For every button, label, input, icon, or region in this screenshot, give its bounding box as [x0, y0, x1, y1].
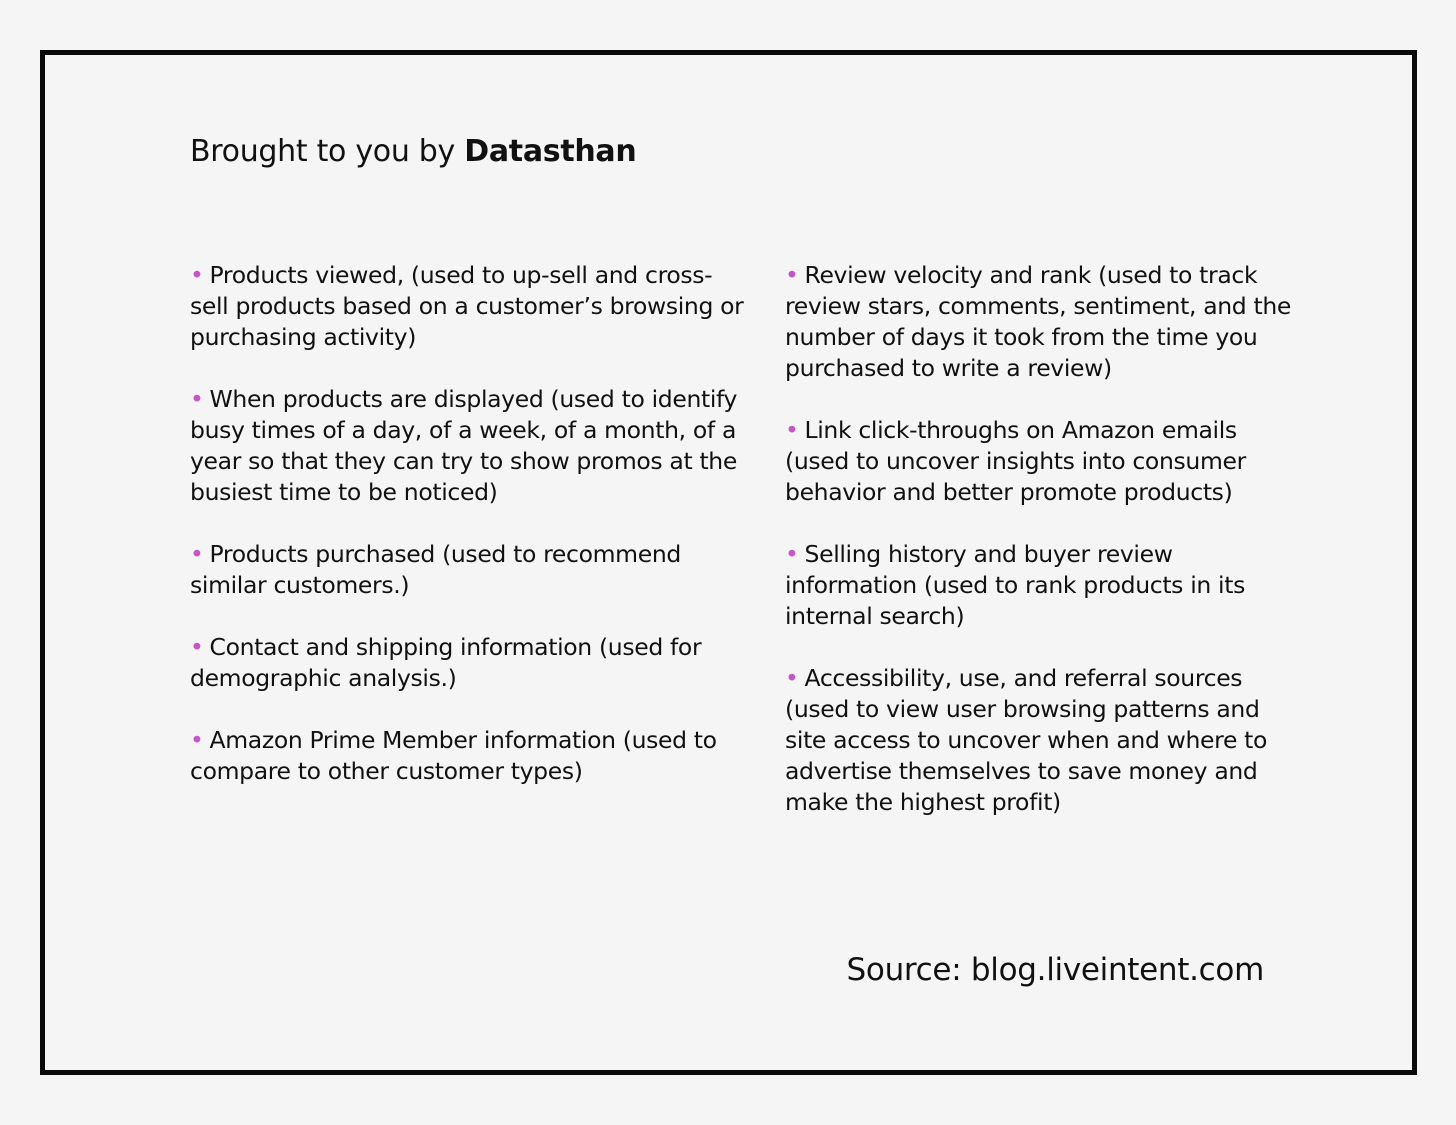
brand-name: Datasthan — [464, 134, 637, 169]
bullet-icon: • — [190, 385, 204, 413]
item-text: Amazon Prime Member information (used to compare to other customer types) — [190, 726, 717, 785]
list-item — [785, 415, 1305, 508]
item-text: Contact and shipping information (used for demographic analysis.) — [190, 633, 702, 692]
item-text: Products viewed, (used to up-sell and cross-sell products based on a customer’s browsing or purchasing activity) — [190, 261, 744, 351]
right-column-list — [785, 260, 1305, 849]
list-item — [190, 725, 750, 787]
list-item — [190, 632, 750, 694]
item-text: Review velocity and rank (used to track review stars, comments, sentiment, and the number of days it took from the time you purchased to write a review) — [785, 261, 1292, 382]
bullet-icon: • — [190, 633, 204, 661]
source-citation: Source: blog.liveintent.com — [846, 952, 1264, 988]
list-item — [190, 260, 750, 353]
list-item — [190, 384, 750, 508]
item-text: When products are displayed (used to identify busy times of a day, of a week, of a month, of a year so that they can try to show promos at the busiest time to be noticed) — [190, 385, 738, 506]
item-text: Selling history and buyer review information (used to rank products in its internal search) — [785, 540, 1245, 630]
bullet-icon: • — [190, 726, 204, 754]
list-item — [190, 539, 750, 601]
list-item — [785, 539, 1305, 632]
bullet-icon: • — [785, 416, 799, 444]
header-prefix: Brought to you by — [190, 134, 455, 169]
left-column-list — [190, 260, 750, 818]
bullet-icon: • — [190, 540, 204, 568]
bullet-icon: • — [785, 540, 799, 568]
item-text: Products purchased (used to recommend similar customers.) — [190, 540, 681, 599]
bullet-icon: • — [785, 664, 799, 692]
item-text: Accessibility, use, and referral sources (used to view user browsing patterns and site access to uncover when and where to advertise themselves to save money and make the highest profit) — [785, 664, 1268, 816]
bullet-icon: • — [190, 261, 204, 289]
list-item — [785, 663, 1305, 818]
bullet-icon: • — [785, 261, 799, 289]
list-item — [785, 260, 1305, 384]
item-text: Link click-throughs on Amazon emails (used to uncover insights into consumer behavior and better promote products) — [785, 416, 1246, 506]
page-header — [190, 130, 636, 174]
